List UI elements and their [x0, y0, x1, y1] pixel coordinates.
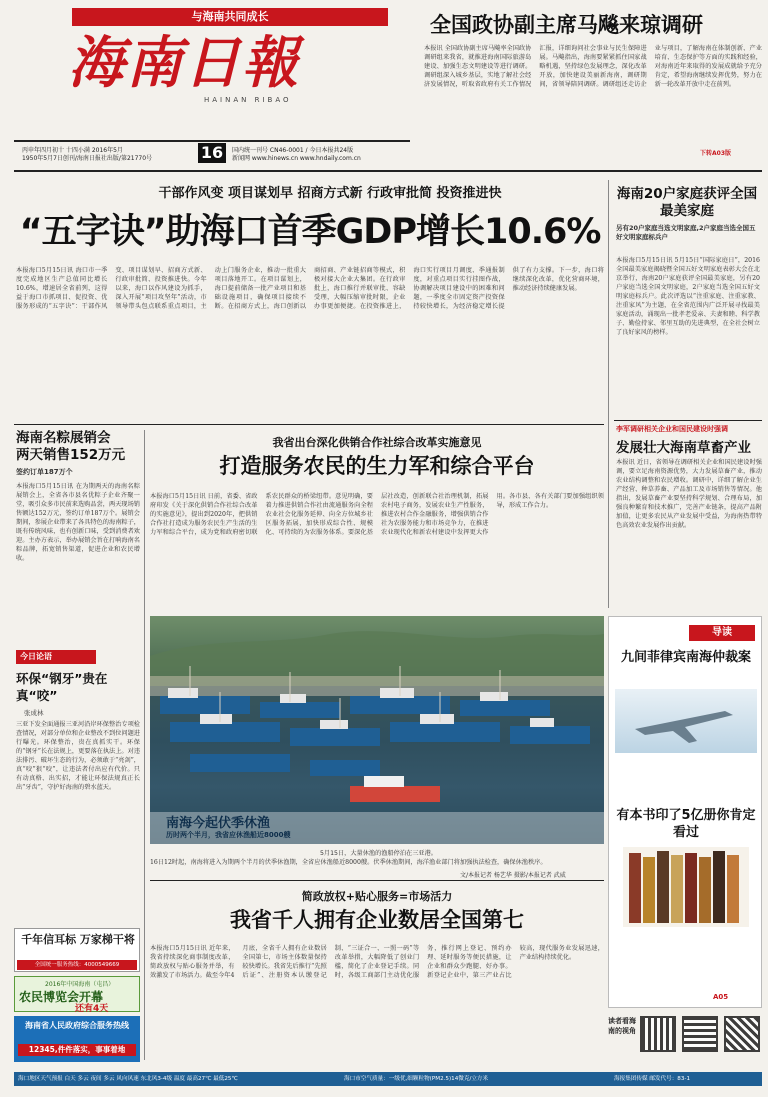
footer-air: 海口市空气质量：一级优,细颗粒物(PM2.5)14微克/立方米 — [344, 1076, 489, 1082]
lead-headline: “五字诀”助海口首季GDP增长10.6% — [19, 212, 601, 252]
masthead-web: 新闻网 www.hinews.cn www.hndaily.com.cn — [232, 155, 361, 162]
cattle-headline: 发展壮大海南草畜产业 — [616, 440, 751, 456]
photo-credit: 文/本报记者 杨艺华 摄影/本报记者 武威 — [460, 872, 566, 879]
gov-hotline-title: 海南省人民政府综合服务热线 — [25, 1021, 129, 1030]
expo-title: 农民博览会开幕 — [19, 990, 104, 1004]
expo-count: 还有4天 — [75, 1004, 109, 1014]
masthead-logo: 海南日報 — [68, 30, 300, 96]
books-icon — [623, 847, 749, 927]
guide-item-2: 有本书印了5亿册你肯定看过 — [616, 808, 756, 840]
zongzi-sub: 签约订单187万个 — [16, 468, 73, 476]
column-headline: 环保“钢牙”贵在真“咬” — [16, 671, 108, 703]
cattle-kicker: 李军调研相关企业和国民建设时强调 — [616, 425, 728, 433]
families-body: 本报海口5月15日讯 5月15日“国际家庭日”，2016全国最美家庭揭晓暨全国五好文明家庭表彰大会在北京举行，海南20户家庭获评全国最美家庭，另有20户家庭当选全国文明家庭，2户家庭当选全国五好文明家庭标兵户。此次评选以“注重家庭、注重家教、注重家风”为主题，在全省范围内广泛开展寻找最美家庭活动，涌现出一批孝老爱亲、夫妻和睦、科学教子、勤俭持家、邻里互助的先进典型，在全社会树立了良好家风的榜样。 — [616, 257, 760, 336]
lead-body: 本报海口5月15日讯 海口市一季度完成地区生产总值同比增长10.6%，增速居全省前列，这得益于海口市抓项目、促投资、优服务形成的“五字诀”：干部作风变、项目谋划早、招商方式新、行政审批简、投资推进快。今年以来，海口以作风建设为抓手，深入开展“项目攻坚年”活动，市领导带头包点联系重点项目，主动上门服务企业，推动一批重大项目落地开工。在项目谋划上，海口提前储备一批产业项目和基础设施项目，确保项目接续不断。在招商方式上，海口创新以商招商、产业链招商等模式，积极对接大企业大集团。在行政审批上，海口推行并联审批、容缺受理，大幅压缩审批时限，企业办事更加便捷。在投资推进上，海口实行项目月调度、季通报制度，对重点项目实行挂图作战，协调解决项目建设中的困难和问题，一季度全市固定资产投资保持较快增长，为经济稳定增长提供了有力支撑。下一步，海口将继续深化改革，优化营商环境，推动经济持续健康发展。 — [16, 267, 604, 310]
masthead-pinyin: HAINAN RIBAO — [204, 96, 292, 104]
page-number: 16 — [198, 143, 226, 163]
zongzi-headline-2: 两天销售152万元 — [16, 447, 126, 463]
zongzi-headline: 海南名粽展销会 — [16, 430, 111, 446]
top-story-continue: 下转A03版 — [700, 150, 731, 157]
photo-caption-title: 南海今起伏季休渔 — [166, 816, 271, 831]
masthead-slogan: 与海南共同成长 — [72, 8, 388, 26]
ad-1-text: 千年信耳标 万家梯干将 — [21, 933, 135, 946]
column-body: 三亚下发全面通报三亚河沿岸环保整治专项检查情况，对部分单位和企业整改不到位问题进行曝光。环保整治，贵在真抓实干。环保的“钢牙”长在法规上，更要落在执法上。对违法排污、破坏生态的行为，必须敢于“亮剑”，真“咬”狠“咬”，让违法者付出应有代价。只有动真格、出实招，才能让环保法规真正长出“牙齿”，守护好海南的碧水蓝天。 — [16, 721, 140, 791]
bottom-body: 本报海口5月15日讯 近年来，我省持续深化商事制度改革，简政放权与贴心服务并举，有效激发了市场活力。截至今年4月底，全省千人拥有企业数居全国第七，市场主体数量保持较快增长。我省先后推行“先照后证”、注册资本认缴登记制、“三证合一、一照一码”等改革举措，大幅降低了创业门槛，简化了企业登记手续。同时，各级工商部门主动优化服务，推行网上登记、预约办理、延时服务等便民措施，让企业和群众少跑腿、好办事。新登记企业中，第三产业占比较高，现代服务业发展迅速，产业结构持续优化。 — [150, 945, 604, 979]
guide-label: 导读 — [689, 625, 755, 641]
lead-kicker: 干部作风变 项目谋划早 招商方式新 行政审批简 投资推进快 — [158, 186, 502, 201]
guide-image-1 — [615, 689, 757, 753]
bottom-headline: 我省千人拥有企业数居全国第七 — [230, 908, 524, 932]
masthead — [14, 8, 410, 138]
airplane-icon — [615, 689, 757, 753]
photo-body: 16日12时起，南海将进入为期两个半月的伏季休渔期，全省应休渔船近8000艘。伏季休渔期间，海洋渔业部门将加强执法检查，确保休渔秩序。 — [150, 859, 547, 866]
guide-item-1: 九间菲律宾南海仲裁案 — [620, 650, 751, 665]
feature-headline: 打造服务农民的生力军和综合平台 — [219, 454, 535, 478]
families-deck: 另有20户家庭当选文明家庭,2户家庭当选全国五好文明家庭标兵户 — [616, 224, 756, 241]
column-tag-label: 今日论语 — [20, 652, 52, 661]
guide-item-2-page: A05 — [713, 993, 729, 1001]
cattle-body: 本报讯 近日，省领导在调研相关企业和国民建设时强调，要立足海南资源优势，大力发展草畜产业，推动农业结构调整和农民增收。调研中，详细了解企业生产经营、种草养畜、产品加工及市场销售等情况。他指出，发展草畜产业要坚持科学规划、合理布局，加强良种繁育和技术推广，完善产业链条，提高产品附加值，让更多农民从产业发展中受益，为海南热带特色高效农业发展作出贡献。 — [616, 459, 762, 529]
qr-code-2 — [682, 1016, 718, 1052]
zongzi-body: 本报海口5月15日讯 在为期两天的海南名粽展销会上，全省各市县名优粽子企业齐聚一堂，吸引众多市民前来选购品尝，两天现场销售额达152万元，签约订单187万个。展销会期间，参展企业带来了各具特色的海南粽子，既有传统风味，也有创新口味，受到消费者欢迎。主办方表示，举办展销会旨在打响海南名粽品牌，拓宽销售渠道，促进企业和农民增收。 — [16, 483, 140, 562]
photo-caption-sub: 历时两个半月，我省应休渔船近8000艘 — [166, 831, 291, 839]
qr-code-1 — [640, 1016, 676, 1052]
expo-year: 2016年中国海南（屯昌） — [45, 981, 115, 988]
ad-box-1 — [14, 928, 140, 972]
guide-box — [608, 616, 762, 1008]
footer-post: 海报集团传媒 邮发代号：83-1 — [614, 1076, 691, 1082]
families-headline: 海南20户家庭获评全国最美家庭 — [616, 186, 758, 219]
masthead-cn: 国内统一刊号 CN46-0001 / 今日本报共24版 — [232, 147, 354, 154]
masthead-founded: 1950年5月7日创刊/海南日报社出版/第21770号 — [22, 155, 153, 162]
qr-text: 读者看海南的视角 — [608, 1017, 636, 1035]
column-author: 张成林 — [24, 709, 44, 717]
gov-hotline-ad — [14, 1016, 140, 1062]
feature-kicker: 我省出台深化供销合作社综合改革实施意见 — [272, 436, 482, 449]
ad-1-phone: 全国统一服务热线：4000549669 — [17, 960, 137, 970]
harbor-photo-illustration — [150, 616, 604, 844]
column-tag — [16, 650, 96, 664]
bottom-kicker: 简政放权+贴心服务=市场活力 — [301, 890, 453, 903]
gov-hotline-line: 12345,件件落实，事事着地 — [18, 1044, 136, 1056]
feature-body: 本报海口5月15日讯 日前，省委、省政府印发《关于深化供销合作社综合改革的实施意见》，提出到2020年，把供销合作社打造成为服务农民生产生活的生力军和综合平台，成为党和政府密切联系农民群众的桥梁纽带。意见明确，要着力推进供销合作社由流通服务向全程农业社会化服务延伸、向全方位城乡社区服务拓展，加快形成综合性、规模化、可持续的为农服务体系。要深化基层社改造，创新联合社治理机制，拓展农村电子商务，发展农业生产性服务，推进农村合作金融服务，增强供销合作社为农服务能力和市场竞争力，在推进农业现代化和新农村建设中发挥更大作用。各市县、各有关部门要加强组织领导，形成工作合力。 — [150, 493, 604, 536]
top-story-headline: 全国政协副主席马飚来琼调研 — [430, 13, 703, 37]
footer-weather: 海口地区天气预报 白天 多云 夜间 多云 风向风速 东北风3-4级 温度 最高27℃ 最低25℃ — [18, 1076, 238, 1082]
qr-code-3 — [724, 1016, 760, 1052]
harbor-photo — [150, 616, 604, 844]
masthead-date: 丙申年四月初十 十四小满 2016年5月 — [22, 147, 123, 154]
guide-image-2 — [623, 847, 749, 927]
top-story-body: 本报讯 全国政协副主席马飚率全国政协调研组来我省，就推进海南国际旅游岛建设、加强生态文明建设等进行调研。调研组深入城乡基层，实地了解社会经济发展情况，听取省政府有关工作情况汇报，详细询问社会事业与民生保障进展。马飚指出，海南要紧紧抓住国家战略机遇，坚持绿色发展理念，深化改革开放，加快建设美丽新海南，调研期间，省领导陪同调研。调研组还走访企业与项目，了解海南在体制创新、产业培育、生态保护等方面的实践和经验，对海南近年来取得的发展成就给予充分肯定，希望海南继续发挥优势，努力在新一轮改革开放中走在前列。 — [424, 45, 762, 88]
photo-note: 5月15日，大量休渔的渔船停泊在三亚港。 — [320, 850, 437, 857]
expo-ad — [14, 976, 140, 1012]
footer-bar — [14, 1072, 762, 1086]
